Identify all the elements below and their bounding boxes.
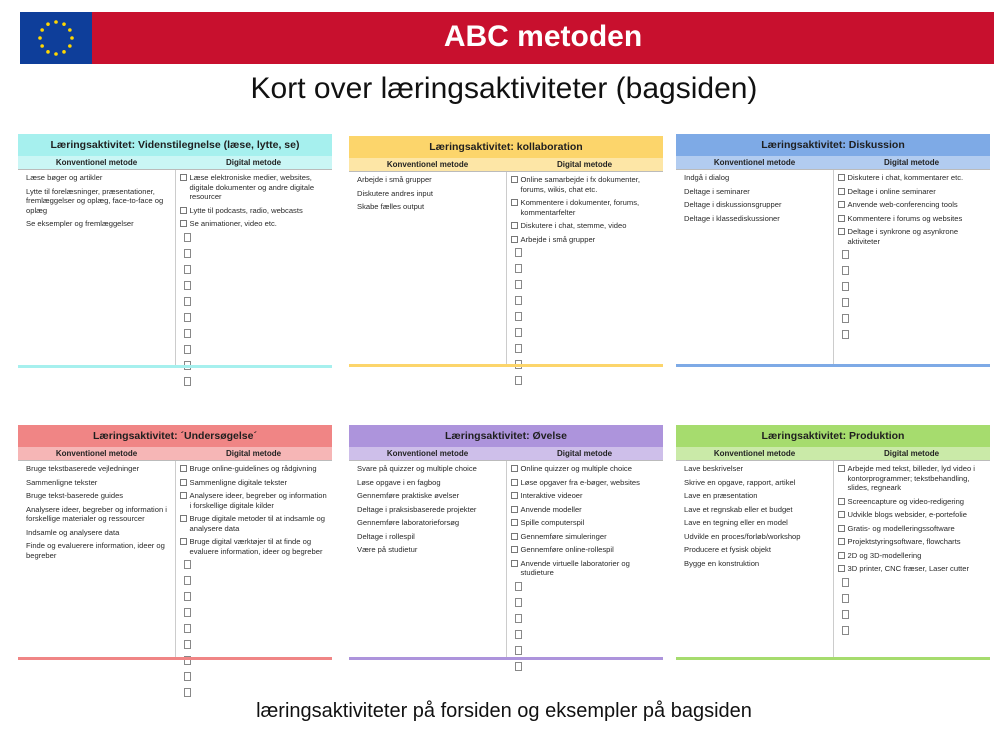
eu-star-icon [68, 44, 72, 48]
column-digital: Digital metode [883, 449, 940, 458]
empty-checkbox-icon [842, 250, 849, 259]
list-item: Indgå i dialog [684, 173, 730, 182]
list-item: Producere et fysisk objekt [684, 545, 771, 554]
empty-checkbox-icon [842, 626, 849, 635]
empty-checkbox-icon [184, 560, 191, 569]
checklist-item: Bruge digital værktøjer til at finde og evaluere information, ideer og begreber [180, 537, 329, 556]
empty-checkbox-icon [515, 264, 522, 273]
empty-checkbox-icon [184, 688, 191, 697]
empty-checkbox-icon [184, 608, 191, 617]
card-bottom-bar [18, 365, 332, 368]
activity-card [349, 425, 663, 659]
checklist-item: Online quizzer og multiple choice [511, 464, 660, 474]
card-body [676, 170, 990, 367]
column-conventional: Konventionel metode [55, 449, 138, 458]
column-digital: Digital metode [225, 158, 282, 167]
list-item: Deltage i diskussionsgrupper [684, 200, 782, 209]
list-item: Være på studietur [357, 545, 418, 554]
checklist-item: Læse elektroniske medier, websites, digitale dokumenter og andre digitale resourcer [180, 173, 329, 202]
checklist-item: Spille computerspil [511, 518, 660, 528]
digital-list [176, 461, 333, 660]
list-item: Se eksempler og fremlæggelser [26, 219, 134, 228]
eu-star-icon [38, 36, 42, 40]
column-digital: Digital metode [225, 449, 282, 458]
activity-card [18, 134, 332, 367]
card-title: Læringsaktivitet: kollaboration [349, 136, 663, 158]
empty-checkbox-icon [184, 249, 191, 258]
empty-checkbox-icon [184, 265, 191, 274]
activity-card [676, 425, 990, 659]
eu-star-icon [54, 20, 58, 24]
empty-checkbox-icon [842, 266, 849, 275]
conventional-list [349, 172, 507, 367]
empty-checkbox-icon [184, 297, 191, 306]
column-conventional: Konventionel metode [713, 158, 796, 167]
empty-checkbox-icon [515, 296, 522, 305]
conventional-list [18, 170, 176, 368]
empty-checkbox-icon [842, 594, 849, 603]
eu-star-icon [54, 52, 58, 56]
checklist-item: Analysere ideer, begreber og information i forskellige digitale kilder [180, 491, 329, 510]
page-title: ABC metoden [443, 20, 643, 53]
empty-checkbox-icon [184, 233, 191, 242]
list-item: Læse bøger og artikler [26, 173, 103, 182]
digital-list [507, 172, 664, 367]
empty-checkbox-icon [515, 582, 522, 591]
empty-checkbox-icon [515, 662, 522, 671]
card-column-headers [349, 158, 663, 172]
empty-checkbox-icon [515, 344, 522, 353]
empty-checkbox-icon [184, 377, 191, 386]
activity-card [18, 425, 332, 659]
activity-card [676, 134, 990, 366]
checklist-item: Arbejde i små grupper [511, 235, 660, 245]
checklist-item: Løse opgaver fra e-bøger, websites [511, 478, 660, 488]
checklist-item: Interaktive videoer [511, 491, 660, 501]
empty-checkbox-icon [184, 576, 191, 585]
column-digital: Digital metode [883, 158, 940, 167]
empty-checkbox-icon [515, 312, 522, 321]
card-body [349, 461, 663, 660]
eu-star-icon [40, 28, 44, 32]
column-conventional: Konventionel metode [55, 158, 138, 167]
checklist-item: Screencapture og video-redigering [838, 497, 987, 507]
list-item: Lytte til forelæsninger, præsentationer, fremlæggelser og oplæg, face-to-face og oplæg [26, 186, 164, 215]
list-item: Bruge tekstbaserede vejledninger [26, 464, 140, 473]
empty-checkbox-icon [515, 598, 522, 607]
list-item: Lave en tegning eller en model [684, 518, 788, 527]
card-title: Læringsaktivitet: Diskussion [676, 134, 990, 156]
empty-checkbox-icon [515, 376, 522, 385]
list-item: Gennemføre praktiske øvelser [357, 491, 460, 500]
checklist-item: Gratis- og modelleringssoftware [838, 524, 987, 534]
list-item: Bruge tekst-baserede guides [26, 491, 124, 500]
empty-checkbox-icon [842, 282, 849, 291]
list-item: Deltage i seminarer [684, 186, 750, 196]
card-column-headers [349, 447, 663, 461]
card-column-headers [676, 447, 990, 461]
list-item: Indsamle og analysere data [26, 527, 120, 537]
empty-checkbox-icon [184, 329, 191, 338]
checklist-item: Gennemføre online-rollespil [511, 545, 660, 555]
empty-checkbox-icon [515, 614, 522, 623]
list-item: Lave beskrivelser [684, 464, 744, 473]
digital-list [834, 170, 991, 367]
empty-checkbox-icon [515, 280, 522, 289]
empty-checkbox-icon [184, 313, 191, 322]
checklist-item: Sammenligne digitale tekster [180, 478, 329, 488]
list-item: Deltage i klassediskussioner [684, 213, 780, 223]
empty-checkbox-icon [184, 640, 191, 649]
column-conventional: Konventionel metode [386, 449, 469, 458]
checklist-item: Deltage i online seminarer [838, 187, 987, 197]
eu-flag-icon [20, 12, 92, 64]
digital-list [834, 461, 991, 660]
card-body [18, 461, 332, 660]
list-item: Finde og evaluerere information, ideer og begreber [26, 541, 165, 560]
list-item: Skabe fælles output [357, 202, 425, 211]
checklist-item: Kommentere i forums og websites [838, 214, 987, 224]
card-bottom-bar [349, 364, 663, 367]
card-body [18, 170, 332, 368]
empty-checkbox-icon [515, 328, 522, 337]
checklist-item: Anvende virtuelle laboratorier og studieture [511, 559, 660, 578]
list-item: Lave en præsentation [684, 491, 758, 500]
eu-star-icon [46, 50, 50, 54]
eu-star-icon [68, 28, 72, 32]
column-digital: Digital metode [556, 160, 613, 169]
card-body [676, 461, 990, 660]
empty-checkbox-icon [184, 624, 191, 633]
column-conventional: Konventionel metode [713, 449, 796, 458]
empty-checkbox-icon [842, 330, 849, 339]
empty-checkbox-icon [515, 630, 522, 639]
card-title: Læringsaktivitet: Øvelse [349, 425, 663, 447]
card-bottom-bar [676, 657, 990, 660]
list-item: Diskutere andres input [357, 188, 433, 198]
checklist-item: Udvikle blogs websider, e-portefolie [838, 510, 987, 520]
checklist-item: 3D printer, CNC fræser, Laser cutter [838, 564, 987, 574]
empty-checkbox-icon [515, 646, 522, 655]
checklist-item: Se animationer, video etc. [180, 219, 329, 229]
empty-checkbox-icon [184, 672, 191, 681]
eu-star-icon [62, 50, 66, 54]
checklist-item: Anvende modeller [511, 505, 660, 515]
card-column-headers [18, 156, 332, 170]
checklist-item: Anvende web-conferencing tools [838, 200, 987, 210]
checklist-item: Kommentere i dokumenter, forums, kommentarfelter [511, 198, 660, 217]
list-item: Deltage i rollespil [357, 531, 415, 541]
conventional-list [18, 461, 176, 660]
checklist-item: Bruge digitale metoder til at indsamle og analysere data [180, 514, 329, 533]
checklist-item: Lytte til podcasts, radio, webcasts [180, 206, 329, 216]
list-item: Arbejde i små grupper [357, 175, 432, 184]
eu-star-icon [70, 36, 74, 40]
list-item: Analysere ideer, begreber og information i forskellige materialer og ressourcer [26, 504, 167, 523]
empty-checkbox-icon [842, 314, 849, 323]
empty-checkbox-icon [842, 298, 849, 307]
digital-list [176, 170, 333, 368]
page-subtitle: Kort over læringsaktiviteter (bagsiden) [250, 72, 758, 105]
eu-star-icon [40, 44, 44, 48]
title-banner [20, 12, 994, 64]
card-bottom-bar [349, 657, 663, 660]
card-title: Læringsaktivitet: Produktion [676, 425, 990, 447]
checklist-item: Diskutere i chat, stemme, video [511, 221, 660, 231]
column-conventional: Konventionel metode [386, 160, 469, 169]
conventional-list [349, 461, 507, 660]
checklist-item: Gennemføre simuleringer [511, 532, 660, 542]
empty-checkbox-icon [184, 281, 191, 290]
card-column-headers [676, 156, 990, 170]
card-column-headers [18, 447, 332, 461]
list-item: Skrive en opgave, rapport, artikel [684, 477, 796, 487]
empty-checkbox-icon [515, 248, 522, 257]
list-item: Udvikle en proces/forløb/workshop [684, 531, 801, 541]
card-bottom-bar [676, 364, 990, 367]
digital-list [507, 461, 664, 660]
column-digital: Digital metode [556, 449, 613, 458]
checklist-item: Deltage i synkrone og asynkrone aktiviteter [838, 227, 987, 246]
activity-card [349, 136, 663, 366]
list-item: Løse opgave i en fagbog [357, 477, 441, 487]
list-item: Deltage i praksisbaserede projekter [357, 504, 477, 514]
list-item: Lave et regnskab eller et budget [684, 504, 793, 514]
footer-caption: læringsaktiviteter på forsiden og eksempler på bagsiden [256, 700, 752, 722]
checklist-item: Online samarbejde i fx dokumenter, forums, wikis, chat etc. [511, 175, 660, 194]
checklist-item: Projektstyringsoftware, flowcharts [838, 537, 987, 547]
list-item: Gennemføre laboratorieforsøg [357, 518, 460, 527]
empty-checkbox-icon [184, 345, 191, 354]
empty-checkbox-icon [842, 610, 849, 619]
list-item: Bygge en konstruktion [684, 558, 760, 568]
list-item: Sammenligne tekster [26, 477, 98, 487]
eu-star-icon [62, 22, 66, 26]
list-item: Svare på quizzer og multiple choice [357, 464, 477, 473]
checklist-item: 2D og 3D-modellering [838, 551, 987, 561]
eu-star-icon [46, 22, 50, 26]
card-title: Læringsaktivitet: ´Undersøgelse´ [18, 425, 332, 447]
empty-checkbox-icon [842, 578, 849, 587]
checklist-item: Diskutere i chat, kommentarer etc. [838, 173, 987, 183]
card-bottom-bar [18, 657, 332, 660]
card-body [349, 172, 663, 367]
conventional-list [676, 461, 834, 660]
checklist-item: Bruge online-guidelines og rådgivning [180, 464, 329, 474]
card-title: Læringsaktivitet: Videnstilegnelse (læse, lytte, se) [18, 134, 332, 156]
checklist-item: Arbejde med tekst, billeder, lyd video i kontorprogrammer; tekstbehandling, slides, regneark [838, 464, 987, 493]
empty-checkbox-icon [184, 592, 191, 601]
conventional-list [676, 170, 834, 367]
